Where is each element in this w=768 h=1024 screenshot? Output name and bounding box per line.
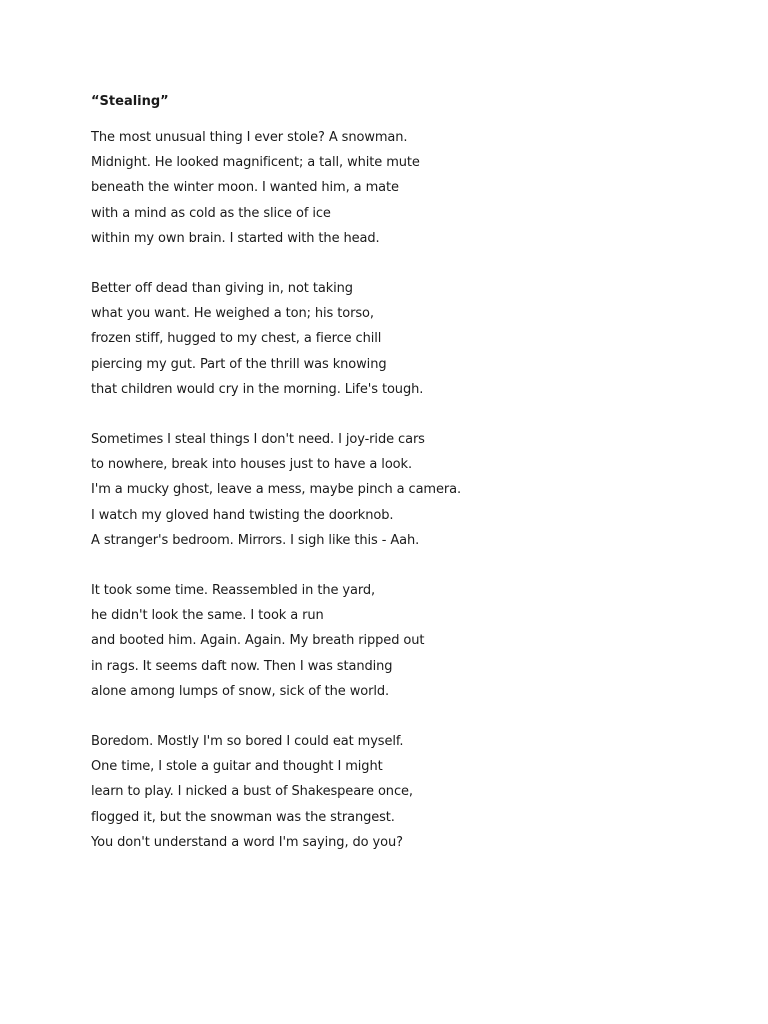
poem-line: Midnight. He looked magnificent; a tall, white mute <box>91 155 420 171</box>
poem-line: he didn't look the same. I took a run <box>91 608 324 624</box>
stanza-3 <box>91 427 731 553</box>
poem-line: I watch my gloved hand twisting the doorknob. <box>91 507 394 523</box>
poem-line: A stranger's bedroom. Mirrors. I sigh like this - Aah. <box>91 532 420 548</box>
poem-line: what you want. He weighed a ton; his torso, <box>91 306 374 322</box>
poem-line: piercing my gut. Part of the thrill was knowing <box>91 356 387 372</box>
poem-line: beneath the winter moon. I wanted him, a mate <box>91 180 399 196</box>
poem-line: flogged it, but the snowman was the strangest. <box>91 809 395 825</box>
poem-line: It took some time. Reassembled in the yard, <box>91 583 376 599</box>
poem-line: frozen stiff, hugged to my chest, a fierce chill <box>91 331 382 347</box>
poem-line: learn to play. I nicked a bust of Shakespeare once, <box>91 784 413 800</box>
poem-line: One time, I stole a guitar and thought I might <box>91 759 383 775</box>
stanza-1 <box>91 125 731 251</box>
stanza-4 <box>91 578 731 704</box>
poem-line: to nowhere, break into houses just to have a look. <box>91 457 412 473</box>
poem-title: “Stealing” <box>91 94 169 109</box>
poem-line: and booted him. Again. Again. My breath ripped out <box>91 633 425 649</box>
poem-line: Better off dead than giving in, not taking <box>91 281 353 297</box>
poem-body <box>91 125 731 880</box>
poem-line: in rags. It seems daft now. Then I was standing <box>91 658 393 674</box>
poem-line: alone among lumps of snow, sick of the world. <box>91 683 390 699</box>
poem-line: Boredom. Mostly I'm so bored I could eat myself. <box>91 734 404 750</box>
poem-line: with a mind as cold as the slice of ice <box>91 205 331 221</box>
poem-line: You don't understand a word I'm saying, do you? <box>91 834 403 850</box>
stanza-2 <box>91 276 731 402</box>
poem-line: I'm a mucky ghost, leave a mess, maybe pinch a camera. <box>91 482 462 498</box>
poem-line: The most unusual thing I ever stole? A snowman. <box>91 130 408 145</box>
poem-line: within my own brain. I started with the head. <box>91 230 380 246</box>
stanza-5 <box>91 729 731 855</box>
poem-line: that children would cry in the morning. Life's tough. <box>91 381 424 397</box>
poem-line: Sometimes I steal things I don't need. I joy-ride cars <box>91 432 425 448</box>
